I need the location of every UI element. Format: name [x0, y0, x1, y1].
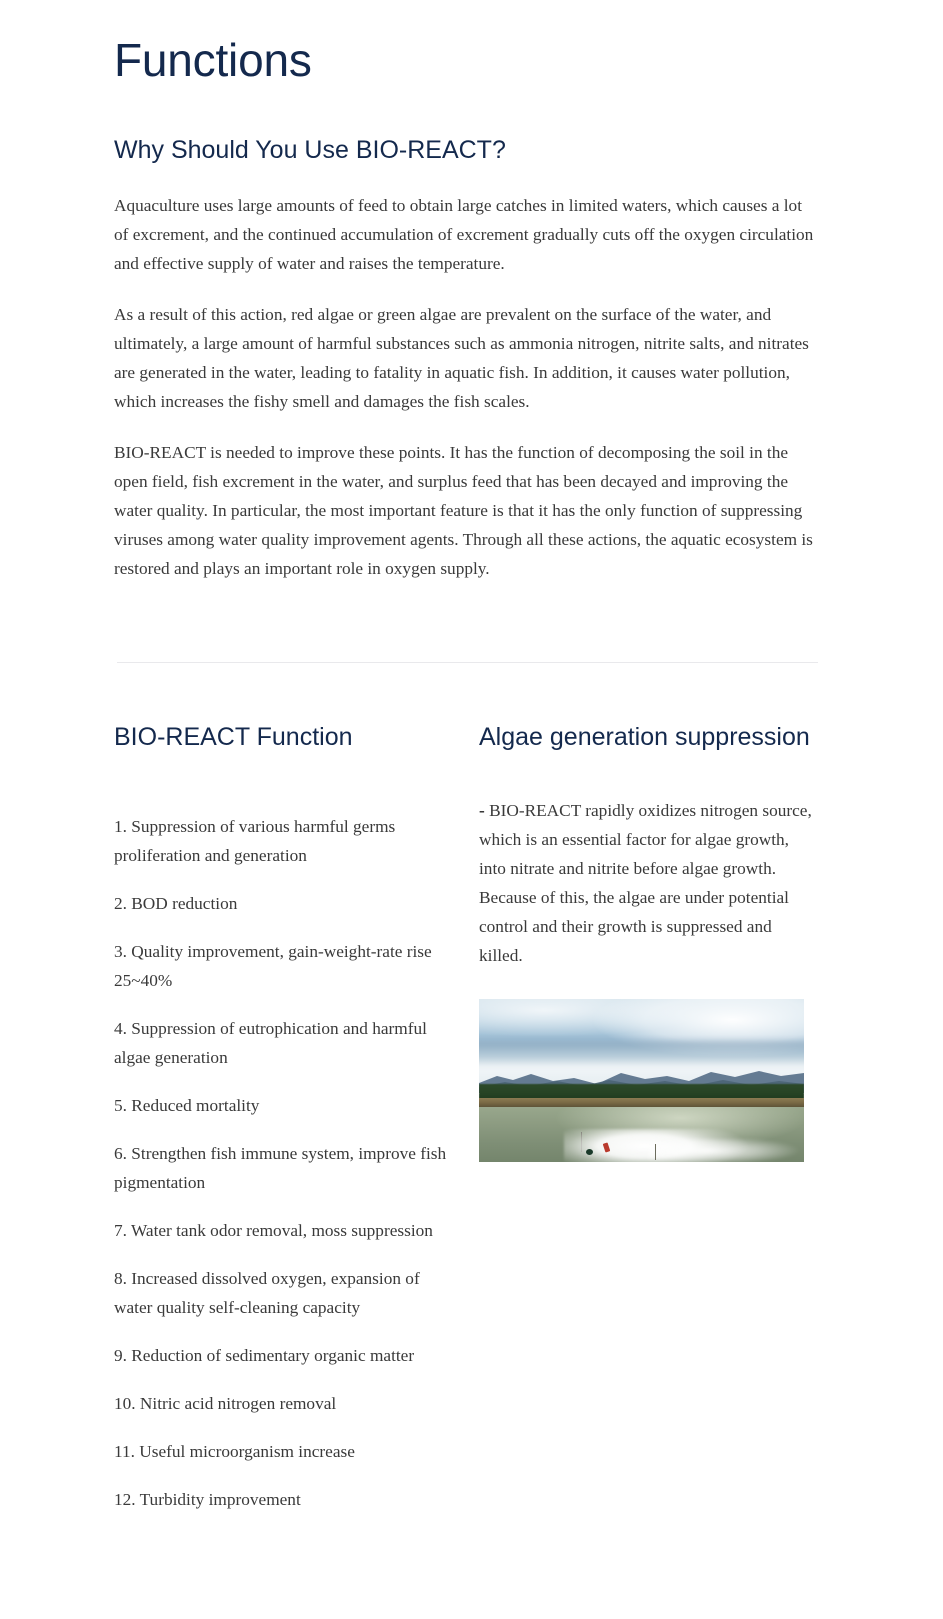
- section-heading-why-use: Why Should You Use BIO-REACT?: [114, 135, 506, 164]
- photo-post-secondary: [655, 1144, 656, 1160]
- list-item: 12. Turbidity improvement: [114, 1490, 301, 1509]
- function-list: [114, 752, 479, 1514]
- aquaculture-pond-photo: [479, 999, 804, 1162]
- photo-aerator-float: [586, 1149, 593, 1155]
- list-item: 6. Strengthen fish immune system, improve fish pigmentation: [114, 1144, 447, 1192]
- list-item: 11. Useful microorganism increase: [114, 1442, 355, 1461]
- list-item: 1. Suppression of various harmful germs proliferation and generation: [114, 817, 396, 865]
- intro-paragraphs: [114, 165, 818, 583]
- intro-paragraph-1: Aquaculture uses large amounts of feed to obtain large catches in limited waters, which causes a lot of excrement, and the continued accumulation of excrement gradually cuts off the oxygen circulation and effective supply of water and raises the temperature.: [114, 195, 814, 273]
- list-item: 2. BOD reduction: [114, 894, 238, 913]
- list-item: 5. Reduced mortality: [114, 1096, 260, 1115]
- right-column-body: [479, 752, 818, 1162]
- leading-dash: -: [479, 801, 485, 820]
- left-column-heading: BIO-REACT Function: [114, 723, 353, 751]
- list-item: 10. Nitric acid nitrogen removal: [114, 1394, 337, 1413]
- list-item: 9. Reduction of sedimentary organic matter: [114, 1346, 415, 1365]
- list-item: 3. Quality improvement, gain-weight-rate rise 25~40%: [114, 942, 432, 990]
- section-divider: [117, 662, 818, 663]
- page-title: Functions: [114, 34, 312, 86]
- photo-aerator-foam-trail: [648, 1139, 804, 1162]
- right-column-heading: Algae generation suppression: [479, 723, 810, 751]
- intro-paragraph-2: As a result of this action, red algae or green algae are prevalent on the surface of the water, and ultimately, a large amount of harmful substances such as ammonia nitrogen, nitrite salts, and nitrates are generated in the water, leading to fatality in aquatic fish. In addition, it causes water pollution, which increases the fishy smell and damages the fish scales.: [114, 304, 809, 411]
- intro-paragraph-3: BIO-REACT is needed to improve these points. It has the function of decomposing the soil in the open field, fish excrement in the water, and surplus feed that has been decayed and improving the water quality. In particular, the most important feature is that it has the only function of suppressing viruses among water quality improvement agents. Through all these actions, the aquatic ecosystem is restored and plays an important role in oxygen supply.: [114, 442, 813, 578]
- algae-suppression-text: BIO-REACT rapidly oxidizes nitrogen source, which is an essential factor for algae growth, into nitrate and nitrite before algae growth. Because of this, the algae are under potential control and their growth is suppressed and killed.: [479, 801, 812, 965]
- bio-react-function-column: [114, 722, 479, 1514]
- list-item: 8. Increased dissolved oxygen, expansion of water quality self-cleaning capacity: [114, 1269, 420, 1317]
- list-item: 4. Suppression of eutrophication and harmful algae generation: [114, 1019, 427, 1067]
- two-column-section: [114, 722, 818, 1514]
- list-item: 7. Water tank odor removal, moss suppression: [114, 1221, 433, 1240]
- algae-suppression-column: [479, 722, 818, 1514]
- intro-section: [114, 0, 818, 583]
- algae-suppression-paragraph: [479, 796, 815, 970]
